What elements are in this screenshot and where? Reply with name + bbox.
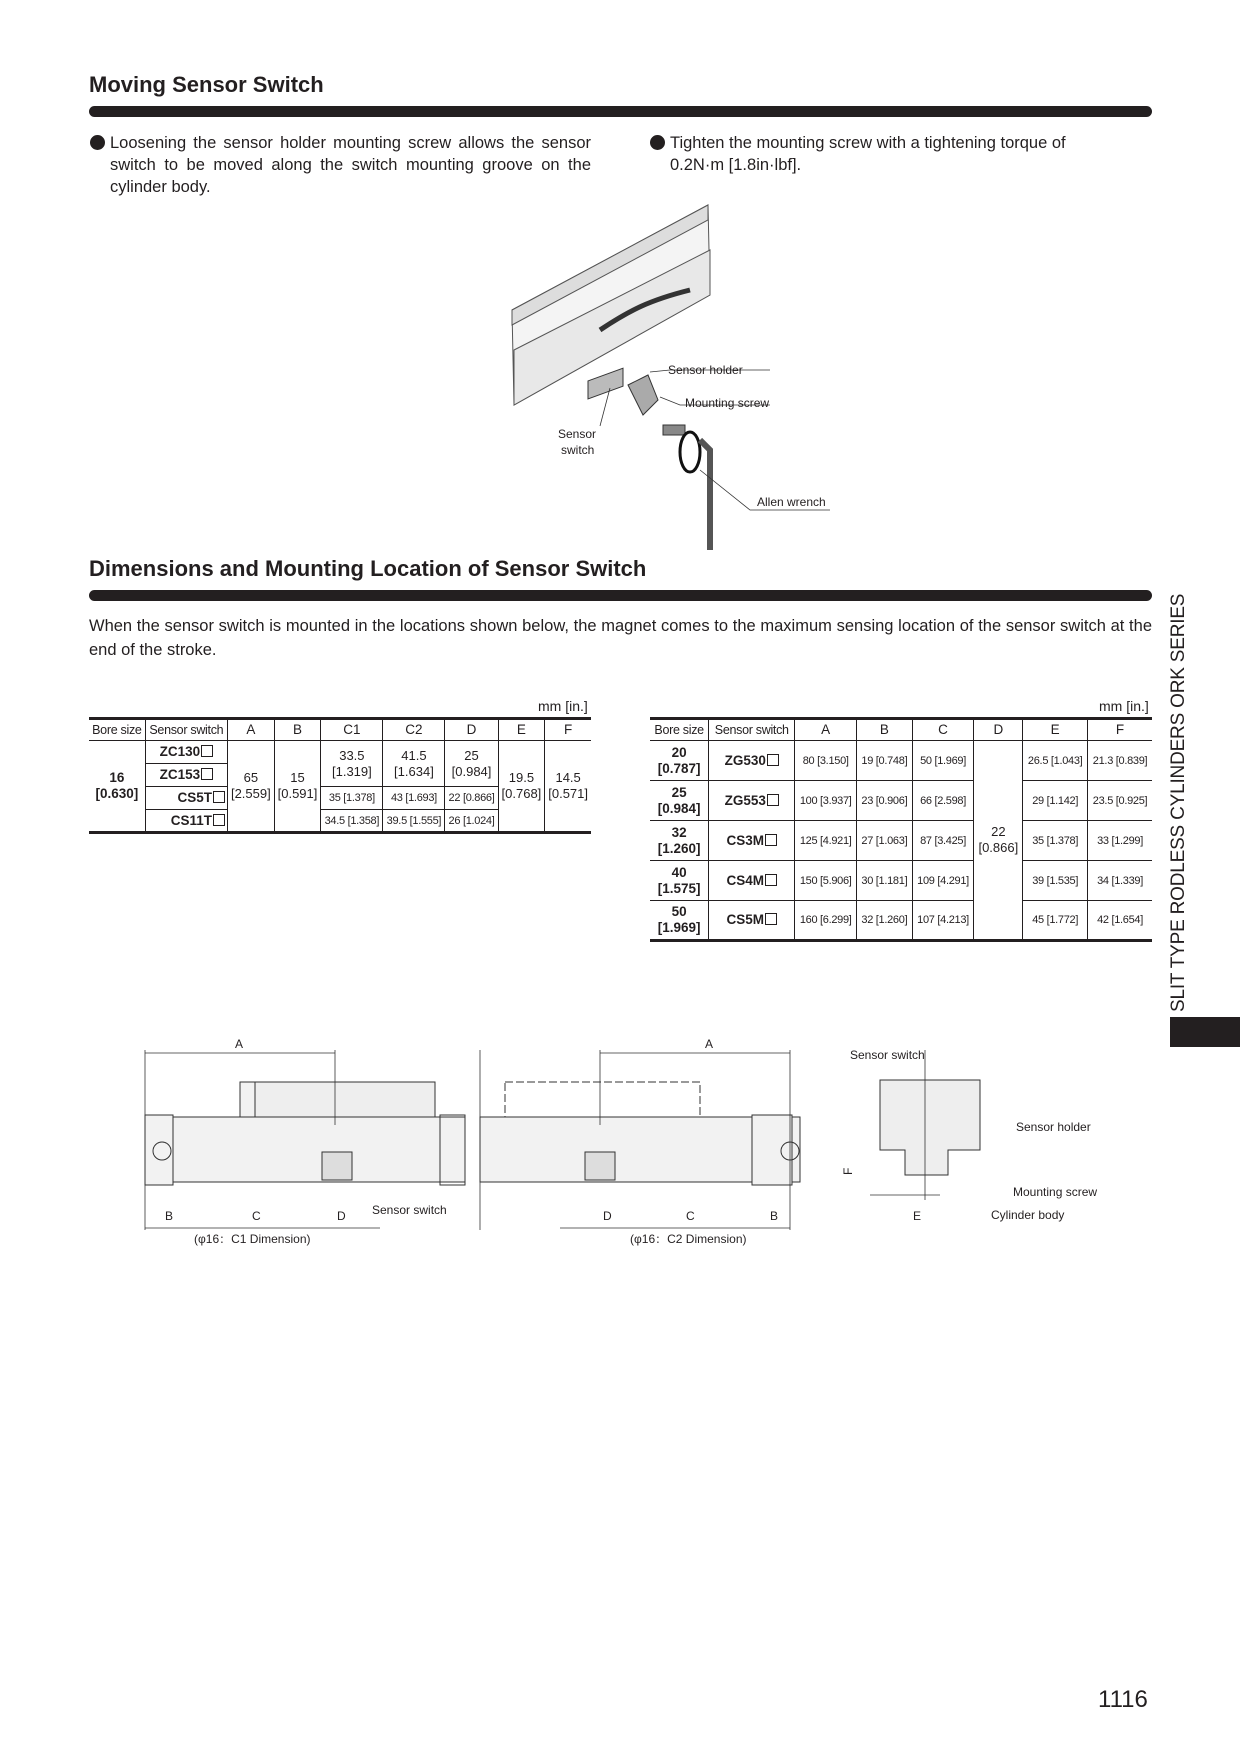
c2-cell: 39.5 [1.555] — [383, 810, 445, 833]
a-cell: 100 [3.937] — [795, 781, 857, 821]
th: E — [498, 719, 545, 741]
dim-a-left: A — [235, 1037, 244, 1051]
f-cell: 42 [1.654] — [1088, 901, 1152, 941]
label-cylinder-body: Cylinder body — [991, 1208, 1065, 1222]
d-cell: 22 [0.866] — [445, 787, 498, 810]
th: A — [795, 719, 857, 741]
th: Sensor switch — [145, 719, 227, 741]
c2-note: (φ16：C2 Dimension) — [630, 1232, 747, 1246]
label-mounting-screw: Mounting screw — [685, 396, 770, 410]
dim-e: E — [913, 1209, 922, 1223]
e-cell: 29 [1.142] — [1023, 781, 1088, 821]
c2-cell: 41.5 [1.634] — [383, 741, 445, 787]
c-cell: 66 [2.598] — [912, 781, 974, 821]
b-cell: 23 [0.906] — [857, 781, 913, 821]
e-cell: 45 [1.772] — [1023, 901, 1088, 941]
d-cell: 25 [0.984] — [445, 741, 498, 787]
bullet-dot-icon — [650, 135, 665, 150]
b-cell: 27 [1.063] — [857, 821, 913, 861]
switch-cell: CS11T — [145, 810, 227, 833]
dim-d: D — [603, 1209, 612, 1223]
side-series-label: SLIT TYPE RODLESS CYLINDERS ORK SERIES — [1168, 593, 1189, 1012]
b-cell: 19 [0.748] — [857, 741, 913, 781]
label-sensor-holder: Sensor holder — [1016, 1120, 1091, 1134]
c1-note: (φ16：C1 Dimension) — [194, 1232, 311, 1246]
c2-cell: 43 [1.693] — [383, 787, 445, 810]
th: F — [545, 719, 591, 741]
d-cell: 22 [0.866] — [974, 741, 1023, 941]
table-row — [650, 821, 1152, 861]
switch-cell: ZC130 — [145, 741, 227, 764]
th: A — [228, 719, 275, 741]
b-cell: 30 [1.181] — [857, 861, 913, 901]
switch-cell: CS3M — [709, 821, 795, 861]
dim-f: F — [841, 1167, 855, 1175]
dim-c: C — [686, 1209, 695, 1223]
bore-cell: 25 [0.984] — [650, 781, 709, 821]
side-tab — [1170, 1017, 1240, 1047]
table-row — [650, 861, 1152, 901]
table-row — [650, 901, 1152, 941]
d-cell: 26 [1.024] — [445, 810, 498, 833]
switch-cell: ZG530 — [709, 741, 795, 781]
switch-cell: CS5M — [709, 901, 795, 941]
th: C — [912, 719, 974, 741]
a-cell: 125 [4.921] — [795, 821, 857, 861]
section-title-moving-sensor-switch: Moving Sensor Switch — [89, 72, 324, 97]
dimensions-table-16 — [89, 717, 591, 834]
b-cell: 15 [0.591] — [274, 741, 321, 833]
e-cell: 26.5 [1.043] — [1023, 741, 1088, 781]
page-number: 1116 — [1098, 1686, 1148, 1713]
bullet-loosening — [110, 132, 591, 198]
switch-cell: ZC153 — [145, 764, 227, 787]
label-sensor-holder: Sensor holder — [668, 363, 743, 377]
th: B — [274, 719, 321, 741]
th: D — [445, 719, 498, 741]
c-cell: 107 [4.213] — [912, 901, 974, 941]
th: C2 — [383, 719, 445, 741]
bullet-tighten — [670, 132, 1110, 176]
b-cell: 32 [1.260] — [857, 901, 913, 941]
dim-b: B — [165, 1209, 174, 1223]
unit-label: mm [in.] — [1099, 698, 1149, 714]
a-cell: 160 [6.299] — [795, 901, 857, 941]
th: Sensor switch — [709, 719, 795, 741]
bore-cell: 20 [0.787] — [650, 741, 709, 781]
f-cell: 33 [1.299] — [1088, 821, 1152, 861]
switch-cell: CS5T — [145, 787, 227, 810]
dim-c: C — [252, 1209, 261, 1223]
c-cell: 109 [4.291] — [912, 861, 974, 901]
dim-b: B — [770, 1209, 779, 1223]
c1-cell: 34.5 [1.358] — [321, 810, 383, 833]
label-sensor-switch: Sensor switch — [850, 1048, 925, 1062]
label-mounting-screw: Mounting screw — [1013, 1185, 1098, 1199]
bullet-text: Tighten the mounting screw with a tightening torque of 0.2N·m [1.8in·lbf]. — [670, 134, 1066, 174]
section-title-dimensions: Dimensions and Mounting Location of Sensor Switch — [89, 556, 647, 581]
label-switch: switch — [561, 443, 595, 457]
th: D — [974, 719, 1023, 741]
e-cell: 19.5 [0.768] — [498, 741, 545, 833]
a-cell: 150 [5.906] — [795, 861, 857, 901]
dim-d: D — [337, 1209, 346, 1223]
f-cell: 14.5 [0.571] — [545, 741, 591, 833]
bore-cell: 16 [0.630] — [89, 741, 145, 833]
mounting-drawings — [140, 1030, 1120, 1250]
label-allen-wrench: Allen wrench — [757, 495, 826, 509]
title-bar — [89, 106, 1152, 117]
switch-cell: ZG553 — [709, 781, 795, 821]
th: Bore size — [89, 719, 145, 741]
bullet-text: Loosening the sensor holder mounting screw allows the sensor switch to be moved along the switch mounting groove on the cylinder body. — [110, 134, 591, 196]
c-cell: 50 [1.969] — [912, 741, 974, 781]
f-cell: 34 [1.339] — [1088, 861, 1152, 901]
a-cell: 80 [3.150] — [795, 741, 857, 781]
label-sensor-switch: Sensor switch — [372, 1203, 447, 1217]
c-cell: 87 [3.425] — [912, 821, 974, 861]
dim-a-right: A — [705, 1037, 714, 1051]
intro-paragraph: When the sensor switch is mounted in the locations shown below, the magnet comes to the maximum sensing location of the sensor switch at the end of the stroke. — [89, 617, 1152, 659]
label-sensor: Sensor — [558, 427, 597, 441]
bore-cell: 50 [1.969] — [650, 901, 709, 941]
bullet-dot-icon — [90, 135, 105, 150]
th: Bore size — [650, 719, 709, 741]
switch-cell: CS4M — [709, 861, 795, 901]
th: C1 — [321, 719, 383, 741]
table-row — [650, 741, 1152, 781]
c1-cell: 35 [1.378] — [321, 787, 383, 810]
c1-cell: 33.5 [1.319] — [321, 741, 383, 787]
title-bar — [89, 590, 1152, 601]
bore-cell: 32 [1.260] — [650, 821, 709, 861]
sensor-switch-illustration — [500, 200, 850, 555]
f-cell: 21.3 [0.839] — [1088, 741, 1152, 781]
th: F — [1088, 719, 1152, 741]
unit-label: mm [in.] — [538, 698, 588, 714]
bore-cell: 40 [1.575] — [650, 861, 709, 901]
dimensions-table-20-50 — [650, 717, 1152, 942]
e-cell: 35 [1.378] — [1023, 821, 1088, 861]
f-cell: 23.5 [0.925] — [1088, 781, 1152, 821]
th: B — [857, 719, 913, 741]
a-cell: 65 [2.559] — [228, 741, 275, 833]
th: E — [1023, 719, 1088, 741]
table-row — [650, 781, 1152, 821]
e-cell: 39 [1.535] — [1023, 861, 1088, 901]
